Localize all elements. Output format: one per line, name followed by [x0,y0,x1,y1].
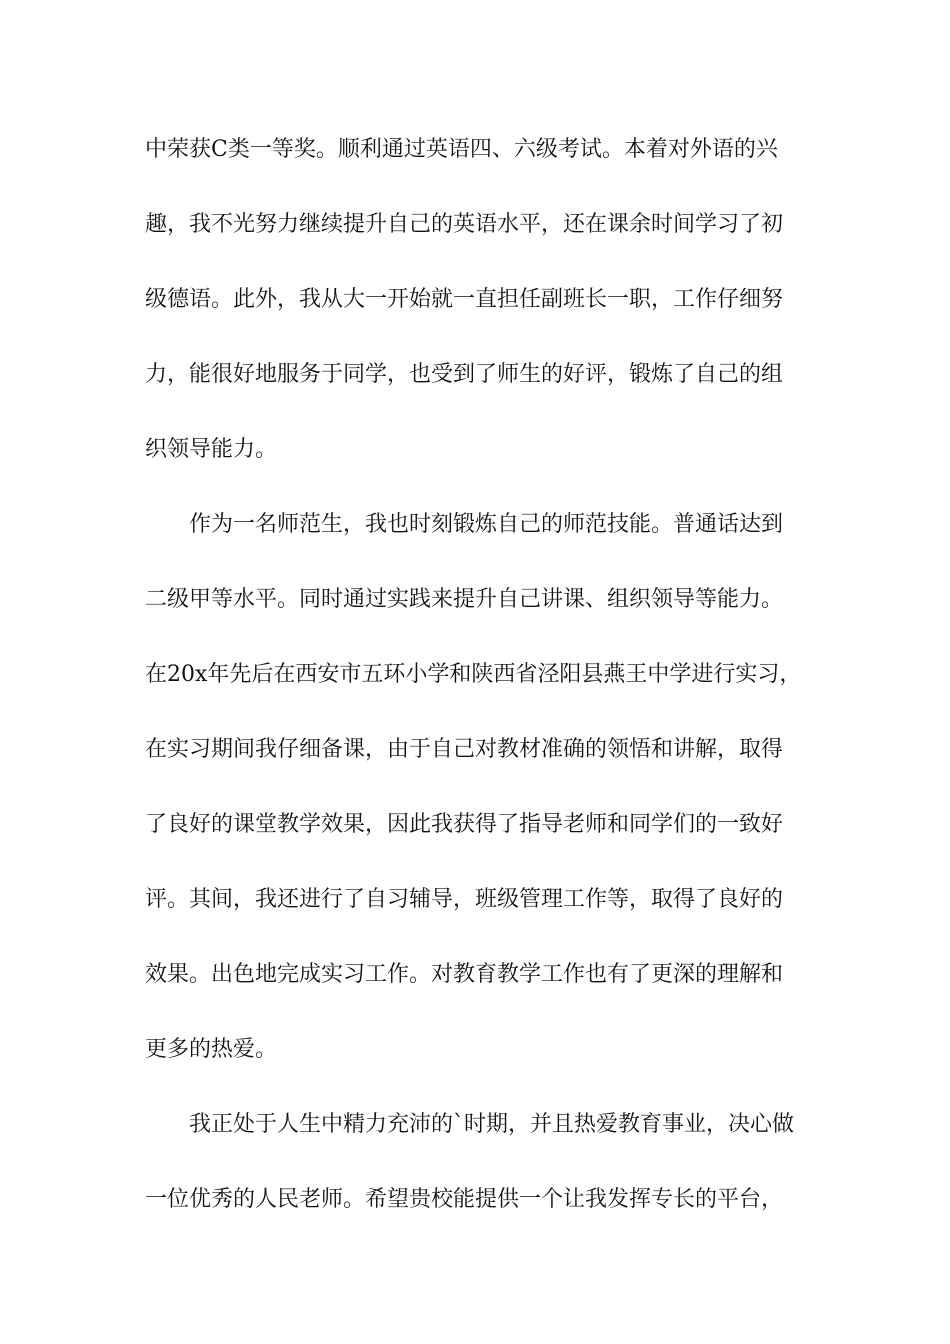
text-line: 效果。出色地完成实习工作。对教育教学工作也有了更深的理解和 [145,962,784,987]
text-line: 二级甲等水平。同时通过实践来提升自己讲课、组织领导等能力。 [145,587,784,612]
text-line: 力，能很好地服务于同学，也受到了师生的好评，锻炼了自己的组 [145,362,784,387]
text-line: 趣，我不光努力继续提升自己的英语水平，还在课余时间学习了初 [145,212,784,237]
text-line: 我正处于人生中精力充沛的`时期，并且热爱教育事业，决心做 [145,1112,795,1137]
text-line: 更多的热爱。 [145,1037,278,1062]
text-line: 作为一名师范生，我也时刻锻炼自己的师范技能。普通话达到 [145,512,784,537]
text-line: 一位优秀的人民老师。希望贵校能提供一个让我发挥专长的平台， [145,1187,784,1212]
text-line: 了良好的课堂教学效果，因此我获得了指导老师和同学们的一致好 [145,812,784,837]
text-line: 评。其间，我还进行了自习辅导，班级管理工作等，取得了良好的 [145,887,784,912]
text-line: 在20x年先后在西安市五环小学和陕西省泾阳县燕王中学进行实习， [145,662,802,687]
text-line: 中荣获C类一等奖。顺利通过英语四、六级考试。本着对外语的兴 [145,137,778,162]
text-line: 织领导能力。 [145,437,278,462]
text-line: 在实习期间我仔细备课，由于自己对教材准确的领悟和讲解，取得 [145,737,784,762]
text-line: 级德语。此外，我从大一开始就一直担任副班长一职，工作仔细努 [145,287,784,312]
